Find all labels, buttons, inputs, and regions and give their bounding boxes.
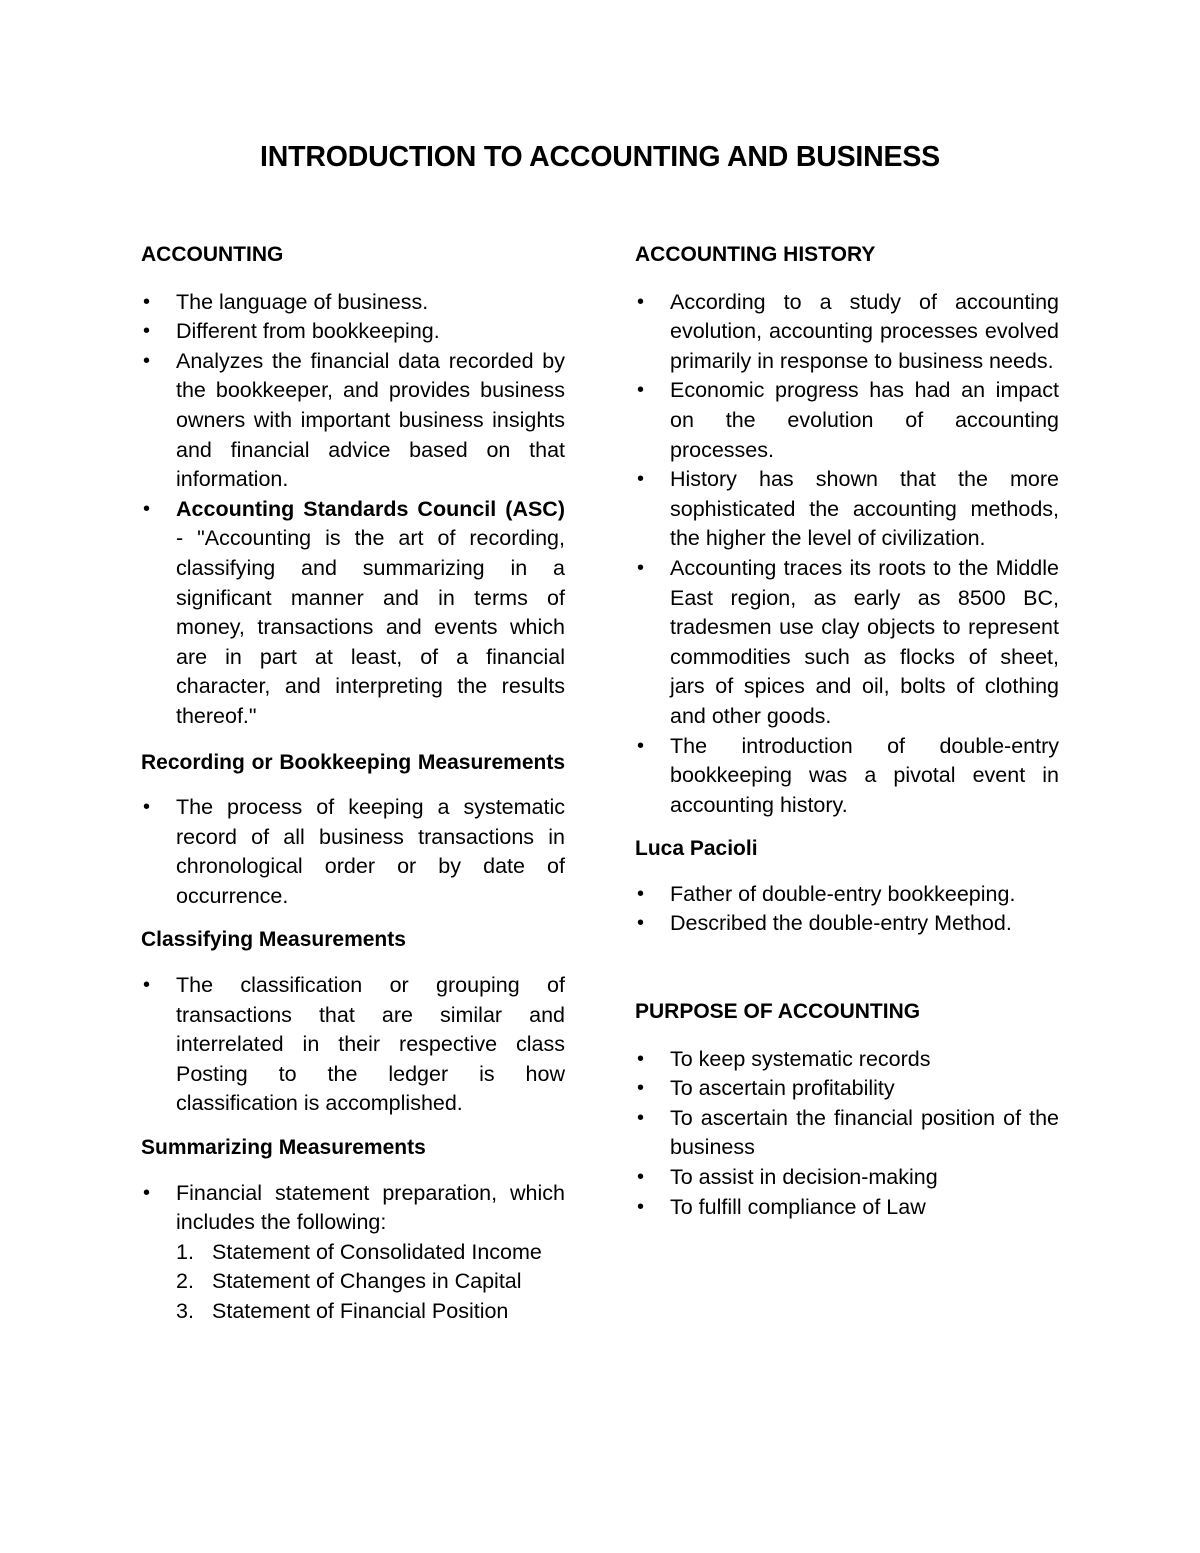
- recording-list: [141, 793, 565, 911]
- item-number: 2.: [176, 1269, 194, 1294]
- list-item: • The process of keeping a systematic record of all business transactions in chronological order or by date of occurrence.: [141, 793, 565, 911]
- list-item: • History has shown that the more sophisticated the accounting methods, the higher the level of civilization.: [635, 465, 1059, 554]
- recording-heading-line1: [141, 748, 565, 778]
- statements-list: [141, 1238, 565, 1327]
- list-item: • To ascertain the financial position of the business: [635, 1104, 1059, 1163]
- list-item: • Financial statement preparation, which includes the following:: [141, 1179, 565, 1238]
- item-number: 3.: [176, 1299, 194, 1323]
- pacioli-heading: Luca Pacioli: [635, 837, 758, 861]
- list-item: • The introduction of double-entry bookkeeping was a pivotal event in accounting history.: [635, 732, 1059, 821]
- asc-label: Accounting Standards Council (ASC): [176, 496, 565, 521]
- list-item: • Different from bookkeeping.: [141, 317, 565, 347]
- asc-text: - "Accounting is the art of recording, classifying and summarizing in a significant manner and in terms of money, transactions and events which are in part at least, of a financial character, and interpreting the results thereof.": [176, 526, 565, 728]
- list-item: • Described the double-entry Method.: [635, 909, 1059, 939]
- accounting-list: [141, 288, 565, 732]
- list-item: • According to a study of accounting evolution, accounting processes evolved primarily in response to business needs.: [635, 288, 1059, 377]
- classifying-list: [141, 971, 565, 1119]
- list-item: • The classification or grouping of transactions that are similar and interrelated in their respective class Posting to the ledger is how classification is accomplished.: [141, 971, 565, 1119]
- accounting-heading: ACCOUNTING: [141, 243, 284, 266]
- list-item: • To keep systematic records: [635, 1045, 1059, 1075]
- list-item: • To ascertain profitability: [635, 1074, 1059, 1104]
- page-title: INTRODUCTION TO ACCOUNTING AND BUSINESS: [260, 141, 940, 173]
- purpose-list: [635, 1045, 1059, 1223]
- section-spacer: [635, 939, 1059, 997]
- list-item: • Analyzes the financial data recorded by the bookkeeper, and provides business owners with important business insights and financial advice based on that information.: [141, 347, 565, 495]
- asc-definition-item: [141, 495, 565, 732]
- list-item: • The language of business.: [141, 288, 565, 318]
- list-item: • Accounting traces its roots to the Middle East region, as early as 8500 BC, tradesmen use clay objects to represent commodities such as flocks of sheet, jars of spices and oil, bolts of clothing and other goods.: [635, 554, 1059, 732]
- item-number: 1.: [176, 1239, 194, 1264]
- list-item: • To fulfill compliance of Law: [635, 1193, 1059, 1223]
- summarizing-list: [141, 1179, 565, 1238]
- item-text: Statement of Consolidated Income: [212, 1239, 542, 1264]
- numbered-item: [176, 1267, 565, 1297]
- list-item: • Father of double-entry bookkeeping.: [635, 880, 1059, 910]
- list-item: • Economic progress has had an impact on the evolution of accounting processes.: [635, 376, 1059, 465]
- numbered-item: [176, 1238, 565, 1268]
- item-text: Statement of Changes in Capital: [212, 1269, 522, 1294]
- right-column: [635, 240, 1059, 1222]
- left-column: [141, 240, 565, 1327]
- item-text: Statement of Financial Position: [212, 1299, 509, 1323]
- purpose-heading: PURPOSE OF ACCOUNTING: [635, 1000, 921, 1024]
- history-list: [635, 288, 1059, 821]
- recording-heading: Recording or Bookkeeping Measurements: [141, 750, 565, 774]
- classifying-heading: Classifying Measurements: [141, 928, 406, 952]
- history-heading: ACCOUNTING HISTORY: [635, 243, 876, 266]
- summarizing-heading: Summarizing Measurements: [141, 1136, 426, 1160]
- pacioli-list: [635, 880, 1059, 939]
- list-item: • To assist in decision-making: [635, 1163, 1059, 1193]
- numbered-item: [176, 1297, 565, 1327]
